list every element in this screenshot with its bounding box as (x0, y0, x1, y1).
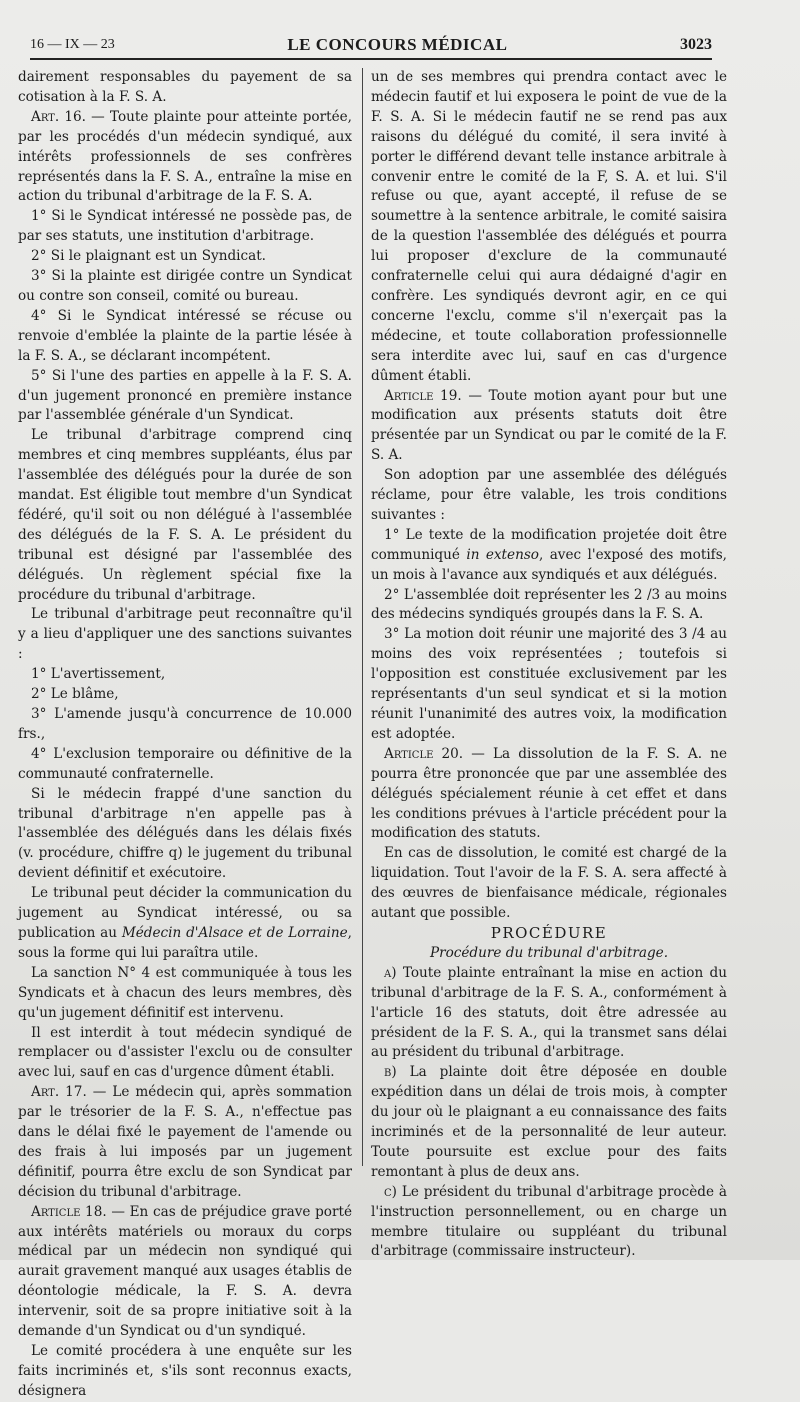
paragraph-text: , avec l'exposé des motifs, un mois à l'avance aux syndiqués et aux délégués. (371, 546, 727, 583)
paragraph (18, 307, 352, 367)
paragraph-text: Il est interdit à tout médecin syndiqué de remplacer ou d'assister l'exclu ou de consulter avec lui, sauf en cas d'urgence dûment établi. (18, 1024, 352, 1081)
issue-date: 16 — IX — 23 (30, 37, 115, 52)
paragraph (18, 207, 352, 247)
section-title: PROCÉDURE (490, 923, 608, 942)
procedure-item (371, 964, 727, 1064)
paragraph (371, 68, 727, 387)
paragraph (18, 685, 352, 705)
article-label: c) (384, 1183, 397, 1200)
page-number: 3023 (679, 36, 712, 53)
paragraph-text: , sous la forme qui lui paraîtra utile. (18, 924, 352, 961)
paragraph-text: — Le médecin qui, après sommation par le trésorier de la F. S. A., n'effectue pas dans le délai fixé le payement de l'amende ou des frais à lui imposés par un jugement définitif, pourra être exclu de son Syndicat par décision du tribunal d'arbitrage. (18, 1084, 352, 1200)
paragraph (371, 586, 727, 626)
paragraph-text: 4° L'exclusion temporaire ou définitive de la communauté confraternelle. (18, 745, 352, 782)
paragraph-text: — Toute plainte pour atteinte portée, par les procédés d'un médecin syndiqué, aux intérêts professionnels de ses confrères représentés dans la F. S. A., entraîne la mise en action du tribunal d'arbitrage de la F. S. A. (18, 108, 352, 205)
subsection-title: Procédure du tribunal d'arbitrage. (429, 944, 669, 961)
article-label: Article 20. (384, 745, 464, 762)
procedure-item (371, 1063, 727, 1182)
italic-title: Médecin d'Alsace et de Lorraine (121, 924, 348, 941)
paragraph-text: 4° Si le Syndicat intéressé se récuse ou renvoie d'emblée la plainte de la partie lésée à la F. S. A., se déclarant incompétent. (18, 307, 352, 364)
paragraph-text: 3° L'amende jusqu'à concurrence de 10.000 frs., (18, 706, 352, 742)
paragraph (18, 68, 352, 108)
article-label: Article 19. (384, 387, 462, 404)
paragraph-text: 2° Si le plaignant est un Syndicat. (31, 248, 266, 265)
paragraph (18, 665, 352, 685)
paragraph (18, 108, 352, 208)
paragraph (18, 247, 352, 267)
paragraph-text: 2° L'assemblée doit représenter les 2 /3 au moins des médecins syndiqués groupés dans la F. S. A. (371, 586, 727, 623)
paragraph-text: — La dissolution de la F. S. A. ne pourra être prononcée que par une assemblée des délégués spécialement réunie à cet effet et dans les conditions prévues à l'article précédent pour la modification des statuts. (371, 745, 727, 842)
paragraph (18, 964, 352, 1024)
paragraph-text: La plainte doit être déposée en double expédition dans un délai de trois mois, à compter du jour où le plaignant a eu connaissance des faits incriminés et de la personnalité de leur auteur. Toute poursuite est exclue pour des faits remontant à plus de deux ans. (371, 1064, 727, 1180)
paragraph (18, 785, 352, 885)
paragraph (371, 387, 727, 467)
procedure-list (371, 964, 727, 1263)
paragraph (18, 705, 352, 745)
paragraph-text: Le tribunal peut décider la communication du jugement au Syndicat intéressé, ou sa publication au (18, 885, 352, 941)
paragraph-text: — En cas de préjudice grave porté aux intérêts matériels ou moraux du corps médical par un médecin non syndiqué qui aurait gravement manqué aux usages établis de déontologie médicale, la F. S. A. devra intervenir, soit de sa propre initiative soit à la demande d'un Syndicat ou d'un syndiqué. (18, 1203, 352, 1340)
article-label: Art. 16. (31, 108, 86, 125)
page-header (30, 32, 712, 60)
article-label: a) (384, 964, 397, 981)
paragraph (18, 367, 352, 427)
paragraph-text: dairement responsables du payement de sa cotisation à la F. S. A. (18, 69, 352, 105)
paragraph-text: La sanction N° 4 est communiquée à tous les Syndicats et à chacun des leurs membres, dès qu'un jugement définitif est intervenu. (18, 964, 352, 1021)
italic-title: in extenso (466, 546, 539, 563)
paragraph-text: 3° La motion doit réunir une majorité des 3 /4 au moins des voix représentées ; toutefois si l'opposition est constituée exclusivement par les représentants d'un seul syndicat et si la motion réunit l'unanimité des autres voix, la modification est adoptée. (371, 626, 727, 742)
paragraph (371, 625, 727, 744)
paragraph (18, 426, 352, 605)
paragraph-text: Le tribunal d'arbitrage peut reconnaître qu'il y a lieu d'appliquer une des sanctions suivantes : (18, 606, 352, 663)
paragraph-text: — Toute motion ayant pour but une modification aux présents statuts doit être présentée par un Syndicat ou par le comité de la F. S. A. (371, 387, 728, 464)
paragraph-text: Le président du tribunal d'arbitrage procède à l'instruction personnellement, ou en charge un membre titulaire ou suppléant du tribunal d'arbitrage (commissaire instructeur). (371, 1183, 727, 1260)
paragraph (371, 526, 727, 586)
paragraph-text: 1° Le texte de la modification projetée doit être communiqué (371, 526, 727, 563)
paragraph (18, 1024, 352, 1084)
paragraph (371, 745, 727, 845)
paragraph-text: Si le médecin frappé d'une sanction du tribunal d'arbitrage n'en appelle pas à l'assemblée des délégués dans les délais fixés (v. procédure, chiffre q) le jugement du tribunal devient définitif et exécutoire. (18, 785, 352, 882)
paragraph-text: un de ses membres qui prendra contact avec le médecin fautif et lui exposera le point de vue de la F. S. A. Si le médecin fautif ne se rend pas aux raisons du délégué du comité, il sera invité à porter le différend devant telle instance arbitrale à convenir entre le comité de la F, S. A. et lui. S'il refuse ou que, ayant accepté, il refuse de se soumettre à la sentence arbitrale, le comité saisira de la question l'assemblée des délégués et pourra lui proposer d'exclure de la communauté confraternelle celui qui aura dédaigné d'agir en confrère. Les syndiqués devront agir, en ce qui concerne l'exclu, comme s'il n'exerçait pas la médecine, et toute collaboration professionnelle sera interdite avec lui, sauf en cas d'urgence dûment établi. (371, 69, 727, 384)
right-column (371, 68, 728, 1260)
journal-title: LE CONCOURS MÉDICAL (287, 35, 508, 54)
article-label: Art. 17. (31, 1084, 87, 1101)
paragraph-text: 1° Si le Syndicat intéressé ne possède pas, de par ses statuts, une institution d'arbitrage. (18, 208, 352, 245)
paragraph-text: 5° Si l'une des parties en appelle à la F. S. A. d'un jugement prononcé en première instance par l'assemblée générale d'un Syndicat. (18, 367, 352, 424)
paragraph-text: 1° L'avertissement, (31, 666, 166, 683)
paragraph (18, 605, 352, 665)
paragraph-text: 3° Si la plainte est dirigée contre un Syndicat ou contre son conseil, comité ou bureau. (18, 268, 352, 304)
paragraph (18, 1203, 352, 1342)
statutes-continuation (371, 68, 727, 924)
column-divider (362, 68, 363, 1166)
article-label: b) (384, 1064, 397, 1081)
paragraph (371, 466, 727, 526)
paragraph-text: 2° Le blâme, (31, 686, 119, 703)
paragraph-text: En cas de dissolution, le comité est chargé de la liquidation. Tout l'avoir de la F. S. A. sera affecté à des œuvres de bienfaisance médicale, régionales autant que possible. (371, 845, 727, 922)
paragraph (18, 884, 352, 964)
left-column (18, 68, 352, 1399)
paragraph (18, 1083, 352, 1202)
paragraph-text: Son adoption par une assemblée des délégués réclame, pour être valable, les trois conditions suivantes : (371, 467, 727, 523)
paragraph-text: Le comité procédera à une enquête sur les faits incriminés et, s'ils sont reconnus exacts, désignera (18, 1343, 352, 1399)
paragraph (18, 745, 352, 785)
procedure-item (371, 1183, 727, 1263)
paragraph-text: Le tribunal d'arbitrage comprend cinq membres et cinq membres suppléants, élus par l'assemblée des délégués pour la durée de son mandat. Est éligible tout membre d'un Syndicat fédéré, qu'il soit ou non délégué à l'assemblée des délégués de la F. S. A. Le président du tribunal est désigné par l'assemblée des délégués. Un règlement spécial fixe la procédure du tribunal d'arbitrage. (18, 427, 352, 603)
article-label: Article 18. (31, 1203, 107, 1220)
paragraph (18, 267, 352, 307)
paragraph (371, 844, 727, 924)
paragraph-text: Toute plainte entraînant la mise en action du tribunal d'arbitrage de la F. S. A., conformément à l'article 16 des statuts, doit être adressée au président de la F. S. A., qui la transmet sans délai au président du tribunal d'arbitrage. (371, 964, 727, 1061)
paragraph (18, 1342, 352, 1402)
